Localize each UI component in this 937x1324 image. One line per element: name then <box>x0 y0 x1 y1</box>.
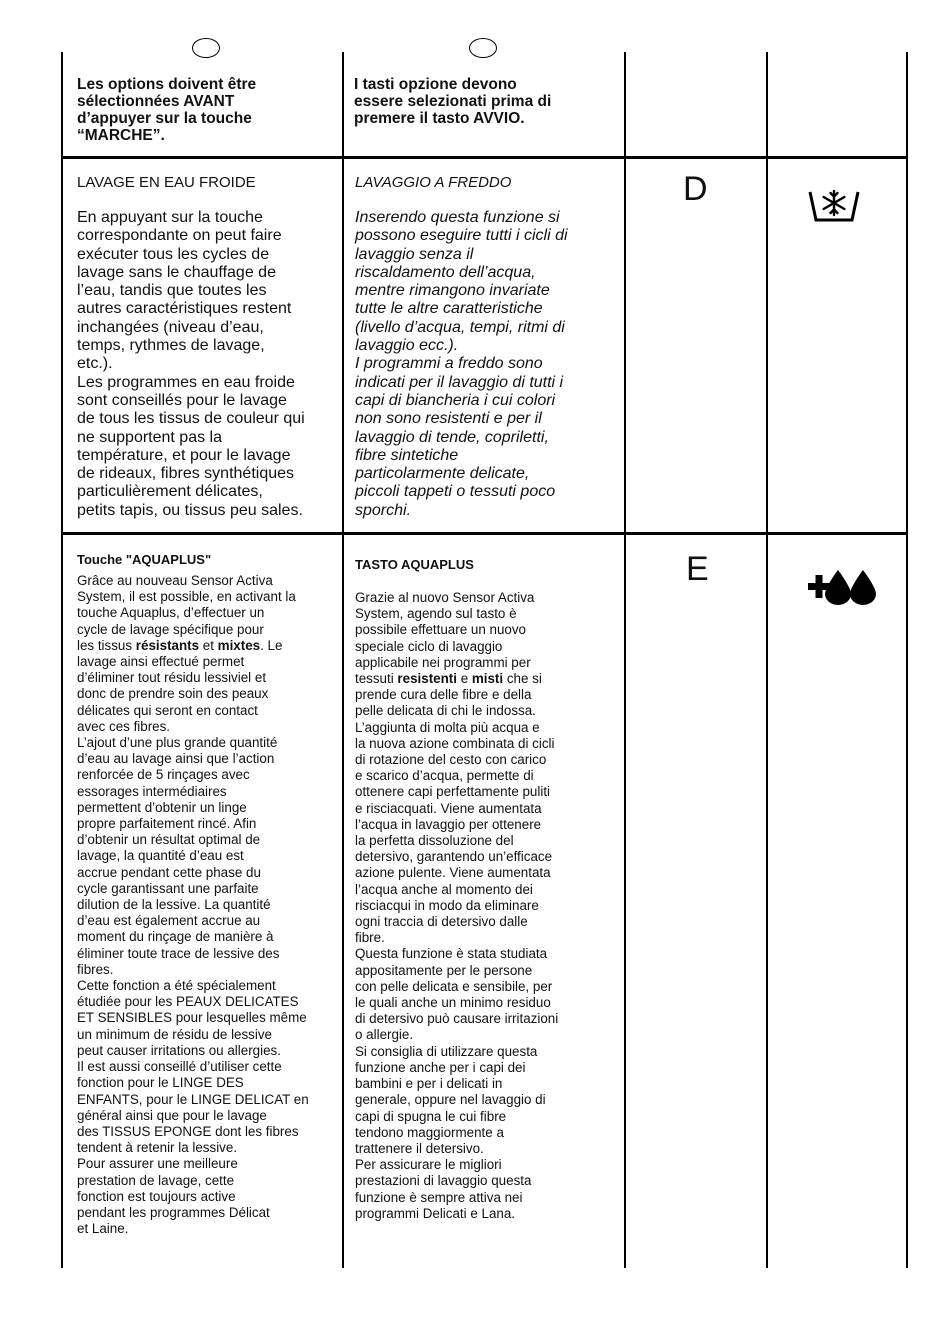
section-e-fr-body <box>77 573 339 1237</box>
section-e-it-title: TASTO AQUAPLUS <box>355 557 474 572</box>
row-rule-2 <box>62 532 908 535</box>
language-circle-fr <box>192 38 220 58</box>
section-e-fr-text-1: Grâce au nouveau Sensor Activa System, il est possible, en activant la touche Aquaplus, d’effectuer un cycle de lavage spécifique pour les tissus <box>77 573 296 653</box>
section-d-fr-body: En appuyant sur la touche correspondante on peut faire exécuter tous les cycles de lavage sans le chauffage de l’eau, tandis que toutes les autres caractéristiques restent inchangées (niveau d’eau, temps, rythmes de lavage, etc.). Les programmes en eau froide sont conseillés pour le lavage de tous les tissus de couleur qui ne supportent pas la température, et pour le lavage de rideaux, fibres synthétiques particulièrement délicates, petits tapis, ou tissus peu sales. <box>77 209 305 519</box>
section-e-fr-text-2: et <box>199 637 218 653</box>
section-d-fr-title: LAVAGE EN EAU FROIDE <box>77 174 256 191</box>
cold-wash-snowflake-tub-icon <box>806 186 862 229</box>
section-e-it <box>355 557 620 1222</box>
language-circle-it <box>469 38 497 58</box>
section-e-fr-bold-1: résistants <box>135 637 200 653</box>
column-rule-4 <box>766 52 768 1268</box>
header-note-it <box>354 76 616 127</box>
header-note-fr <box>77 76 337 144</box>
section-d-it-body: Inserendo questa funzione si possono eseguire tutti i cicli di lavaggio senza il riscaldamento dell’acqua, mentre rimangono invariate tutte le altre caratteristiche (livello d’acqua, tempi, ritmi di lavaggio ecc.). I programmi a freddo sono indicati per il lavaggio di tutti i capi di biancheria i cui colori non sono resistenti e per il lavaggio di tende, copriletti, fibre sintetiche particolarmente delicate, piccoli tappeti o tessuti poco sporchi. <box>355 209 568 519</box>
section-d-letter: D <box>683 170 708 208</box>
section-e-fr-title: Touche "AQUAPLUS" <box>77 552 212 567</box>
section-e-it-bold-1: resistenti <box>397 671 457 687</box>
row-rule-1 <box>62 156 908 159</box>
header-text-fr: Les options doivent être sélectionnées AVANT d’appuyer sur la touche “MARCHE”. <box>77 76 257 144</box>
aquaplus-plus-drops-icon <box>808 566 878 611</box>
column-rule-5 <box>906 52 908 1268</box>
section-e-fr <box>77 552 339 1237</box>
header-text-it: I tasti opzione devono essere selezionati prima di premere il tasto AVVIO. <box>354 76 552 127</box>
section-e-it-text-2: e <box>456 671 472 687</box>
section-e-it-body <box>355 590 620 1222</box>
column-rule-2 <box>342 52 344 1268</box>
section-e-it-bold-2: misti <box>471 671 504 687</box>
column-rule-3 <box>624 52 626 1268</box>
section-d-fr <box>77 174 339 520</box>
section-d-it-title: LAVAGGIO A FREDDO <box>355 174 512 191</box>
column-rule-1 <box>61 52 63 1268</box>
section-e-it-text-3: che si prende cura delle fibre e della pelle delicata di chi le indossa. L’aggiunta di molta più acqua e la nuova azione combinata di cicli di rotazione del cesto con carico e scarico d’acqua, permette di ottenere capi perfettamente puliti e risciacquati. Viene aumentata l’acqua in lavaggio per ottenere la perfetta dissoluzione del detersivo, garantendo un’efficace azione pulente. Viene aumentata l’acqua anche al momento dei risciacqui in modo da eliminare ogni traccia di detersivo dalle fibre. Questa funzione è stata studiata appositamente per le persone con pelle delicata e sensibile, per le quali anche un minimo residuo di detersivo può causare irritazioni o allergie. Si consiglia di utilizzare questa funzione anche per i capi dei bambini e per i delicati in generale, oppure nel lavaggio di capi di spugna le cui fibre tendono maggiormente a trattenere il detersivo. Per assicurare le migliori prestazioni di lavaggio questa funzione è sempre attiva nei programmi Delicati e Lana. <box>355 671 559 1221</box>
section-e-fr-bold-2: mixtes <box>217 637 261 653</box>
section-d-it <box>355 174 620 520</box>
section-e-letter: E <box>686 550 709 588</box>
section-e-it-text-1: Grazie al nuovo Sensor Activa System, agendo sul tasto è possibile effettuare un nuovo speciale ciclo di lavaggio applicabile nei programmi per tessuti <box>355 590 535 687</box>
section-e-fr-text-3: . Le lavage ainsi effectué permet d’éliminer tout résidu lessiviel et donc de prendre soin des peaux délicates qui seront en contact avec ces fibres. L’ajout d’une plus grande quantité d’eau au lavage ainsi que l’action renforcée de 5 rinçages avec essorages intermédiaires permettent d’obtenir un linge propre parfaitement rincé. Afin d’obtenir un résultat optimal de lavage, la quantité d’eau est accrue pendant cette phase du cycle garantissant une parfaite dilution de la lessive. La quantité d’eau est également accrue au moment du rinçage de manière à éliminer toute trace de lessive des fibres. Cette fonction a été spécialement étudiée pour les PEAUX DELICATES ET SENSIBLES pour lesquelles même un minimum de résidu de lessive peut causer irritations ou allergies. Il est aussi conseillé d’utiliser cette fonction pour le LINGE DES ENFANTS, pour le LINGE DELICAT en général ainsi que pour le lavage des TISSUS EPONGE dont les fibres tendent à retenir la lessive. Pour assurer une meilleure prestation de lavage, cette fonction est toujours active pendant les programmes Délicat et Laine. <box>77 637 309 1237</box>
